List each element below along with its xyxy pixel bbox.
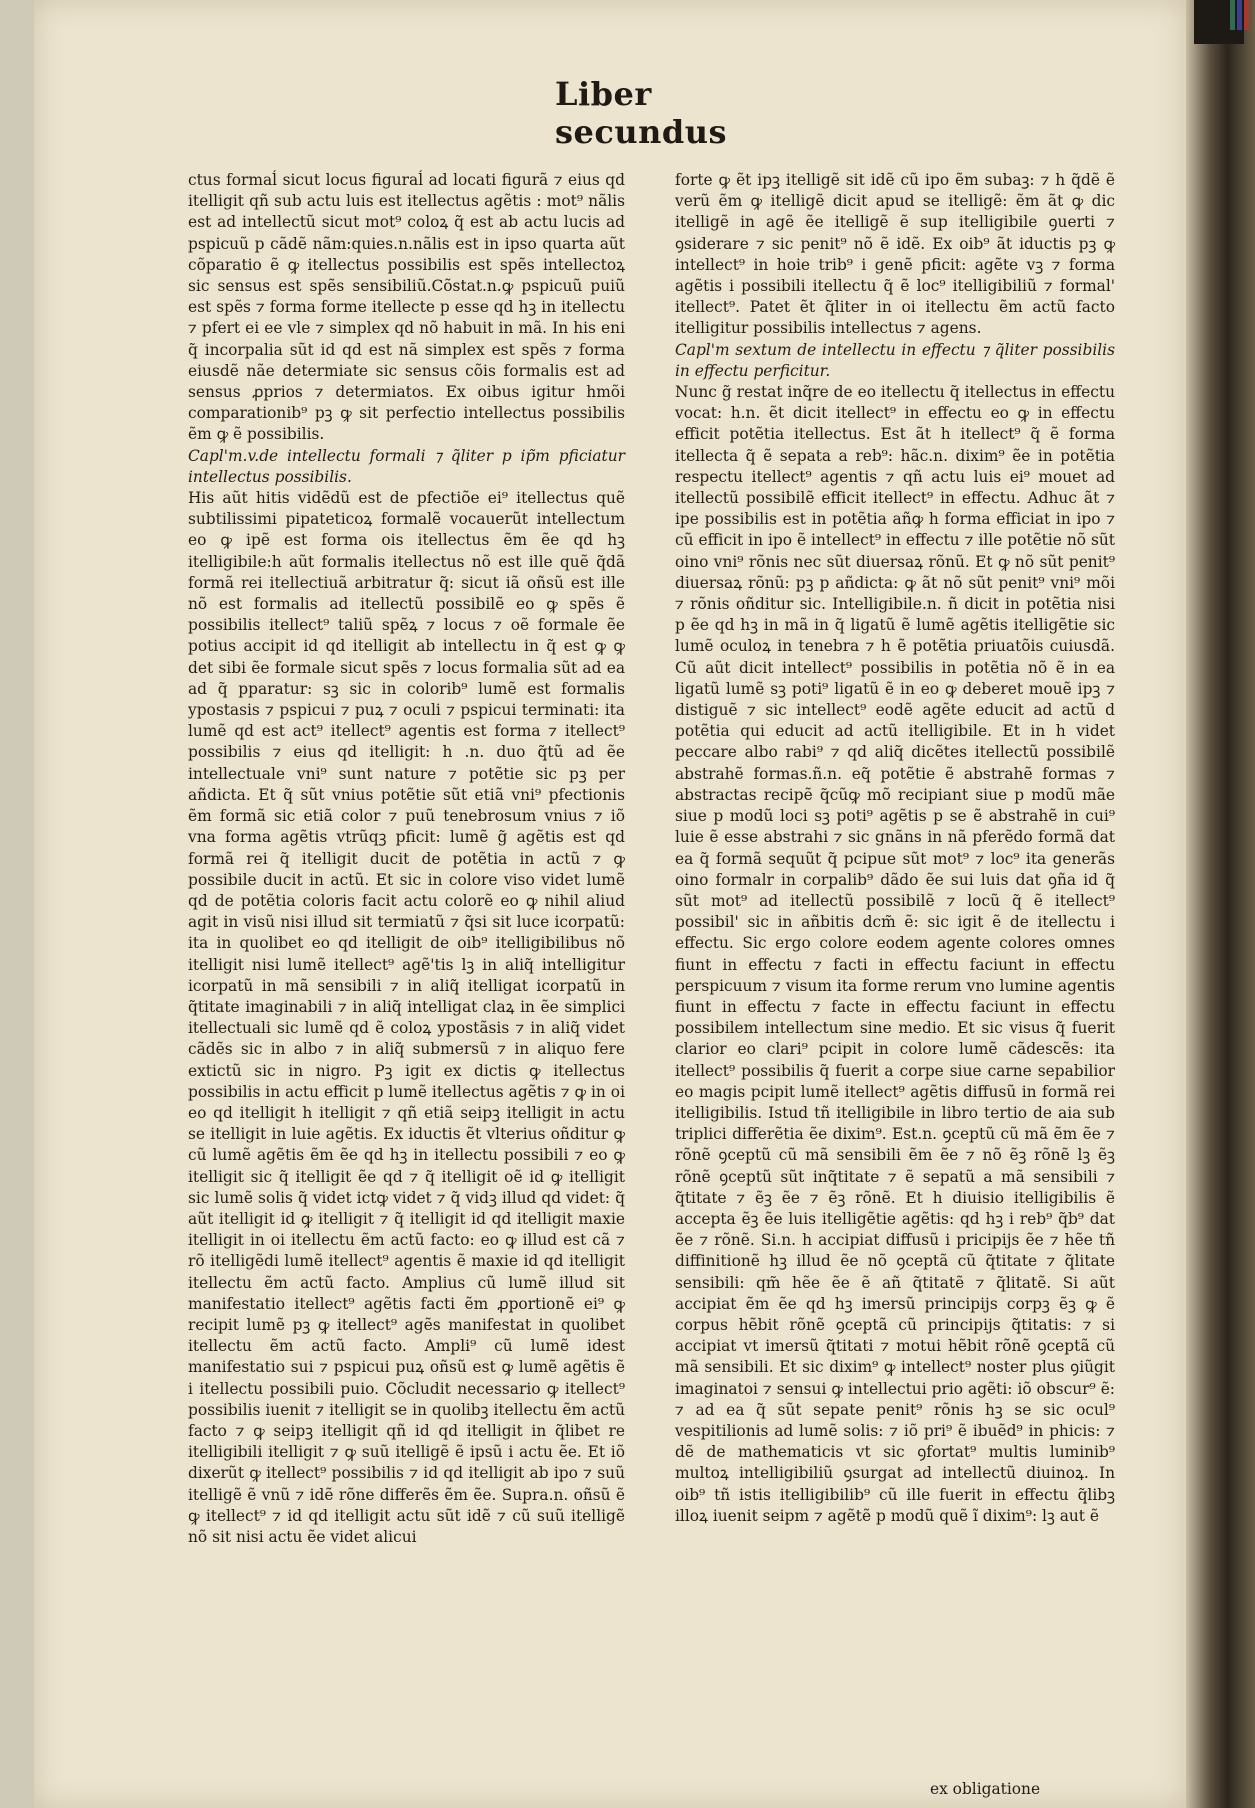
right-column (675, 170, 1115, 1527)
right-paragraph-1: forte ꝙ ẽt ipꝫ itelligẽ sit idẽ cũ ipo ẽm subaꝫ: ⁊ h q̃dẽ ẽ verũ ẽm ꝙ itelligẽ dicit apud se itelligẽ: ẽm ãt ꝙ dic itelligẽ in agẽ ẽe itelligẽ ẽ sup itelligibile ꝯuerti ⁊ ꝯsiderare ⁊ sic penit⁹ nõ ẽ idẽ. Ex oib⁹ ãt iductis pꝫ ꝙ intellect⁹ in hoie trib⁹ i genẽ pficit: agẽte vꝫ ⁊ forma agẽtis i possibili itellectu q̃ ẽ loc⁹ itelligibiliũ ⁊ formal' itellect⁹. Patet ẽt q̃liter in oi itellectu ẽm actũ facto itelligitur possibilis intellectus ⁊ agens. (675, 171, 1115, 338)
color-swatch-green (1230, 0, 1235, 30)
left-column (188, 170, 625, 1548)
right-paragraph-2: Nunc g̃ restat inq̃re de eo itellectu q̃ itellectus in effectu vocat: h.n. ẽt dicit itellect⁹ in effectu eo ꝙ in effectu efficit potẽtia itellectus. Est ãt h itellect⁹ q̃ ẽ forma itellecta q̃ ẽ sepata a reb⁹: hãc.n. dixim⁹ ẽe in potẽtia respectu itellect⁹ agentis ⁊ qñ actu luis ei⁹ mouet ad itellectũ possibilẽ efficit itellect⁹ in effectu. Adhuc ãt ⁊ ipe possibilis est in potẽtia añꝙ h forma efficiat in ipo ⁊ cũ efficit in ipo ẽ intellect⁹ in effectu ⁊ ille potẽtie nõ sũt oino vni⁹ rõnis nec sũt diuersaꝝ rõnũ. Et ꝙ nõ sũt penit⁹ diuersaꝝ rõnũ: pꝫ p añdicta: ꝙ ãt nõ sũt penit⁹ vni⁹ mõi ⁊ rõnis oñditur sic. Intelligibile.n. ñ dicit in potẽtia nisi p ẽe qd hꝫ in mã in q̃ ligatũ ẽ lumẽ agẽtis itelligẽtie sic lumẽ oculoꝝ in tenebra ⁊ h ẽ potẽtia priuatõis cuiusdã. Cũ aũt dicit intellect⁹ possibilis in potẽtia nõ ẽ in ea ligatũ lumẽ sꝫ poti⁹ ligatũ ẽ in eo ꝙ deberet mouẽ ipꝫ ⁊ distiguẽ ⁊ sic intellect⁹ eodẽ agẽte educit ad actũ d potẽtia qui educit ad actũ itelligibile. Et in h videt peccare albo rabi⁹ ⁊ qd aliq̃ dicẽtes itellectũ possibilẽ abstrahẽ formas.ñ.n. eq̃ potẽtie ẽ abstrahẽ formas ⁊ abstractas recipẽ q̃cũꝙ mõ recipiant siue p modũ mãe siue p modũ loci sꝫ poti⁹ agẽtis p se ẽ abstrahẽ in cui⁹ luie ẽ esse abstrahi ⁊ sic gnãns in nã pferẽdo formã dat ea q̃ formã sequũt q̃ pcipue sũt mot⁹ ⁊ loc⁹ ita generãs oino formalr in corpalib⁹ dãdo ẽe sui luis dat ꝯña id q̃ sũt mot⁹ ad itellectũ possibilẽ ⁊ locũ q̃ ẽ itellect⁹ possibil' sic in añbitis dcm̃ ẽ: sic igit ẽ de itellectu i effectu. Sic ergo colore eodem agente colores omnes fiunt in effectu ⁊ facti in effectu faciunt in effectu perspicuum ⁊ visum ita forme rerum vno lumine agentis fiunt in effectu ⁊ facte in effectu faciunt in effectu possibilem intellectum sine medio. Et sic visus q̃ fuerit clarior eo clari⁹ pcipit in colore lumẽ cãdescẽs: ita itellect⁹ possibilis q̃ fuerit a corpe siue carne sepabilior eo magis pcipit lumẽ itellect⁹ agẽtis diffusũ in formã rei itelligibilis. Istud tñ itelligibile in libro tertio de aia sub triplici differẽtia ẽe dixim⁹. Est.n. ꝯceptũ cũ mã ẽm ẽe ⁊ rõnẽ ꝯceptũ cũ mã sensibili ẽm ẽe ⁊ nõ ẽꝫ rõnẽ lꝫ ẽꝫ rõnẽ ꝯceptũ sũt inq̃titate ⁊ ẽ sepatũ a mã sensibili ⁊ q̃titate ⁊ ẽꝫ ẽe ⁊ ẽꝫ rõnẽ. Et h diuisio itelligibilis ẽ accepta ẽꝫ ẽe luis itelligẽtie agẽtis: qd hꝫ i reb⁹ q̃b⁹ dat ẽe ⁊ rõnẽ. Si.n. h accipiat diffusũ i pricipijs ẽe ⁊ hẽe tñ diffinitionẽ hꝫ illud ẽe nõ ꝯceptã cũ q̃titate ⁊ q̃litate sensibili: qm̃ hẽe ẽe ẽ añ q̃titatẽ ⁊ q̃litatẽ. Si aũt accipiat ẽm ẽe qd hꝫ imersũ principijs corpꝫ ẽꝫ ꝙ ẽ corpus hẽbit rõnẽ ꝯceptã cũ principijs q̃titatis: ⁊ si accipiat vt imersũ q̃titati ⁊ motui hẽbit rõnẽ ꝯceptã cũ mã sensibili. Et sic dixim⁹ ꝙ intellect⁹ noster plus ꝯiũgit imaginatoi ⁊ sensui ꝙ intellectui prio agẽti: iõ obscur⁹ ẽ: ⁊ ad ea q̃ sũt sepate penit⁹ rõnis hꝫ se sic ocul⁹ vespitilionis ad lumẽ solis: ⁊ iõ pri⁹ ẽ ibuẽd⁹ in phicis: ⁊ dẽ de mathematicis vt sic ꝯfortat⁹ multis luminib⁹ multoꝝ intelligibiliũ ꝯsurgat ad intellectũ diuinoꝝ. In oib⁹ tñ istis itelligibilib⁹ cũ ille fuerit in effectu q̃libꝫ illoꝝ iuenit seipm ⁊ agẽtẽ p modũ quẽ ĩ dixim⁹: lꝫ aut ẽ (675, 383, 1115, 1525)
catchword: ex obligatione (930, 1780, 1041, 1798)
color-swatch-blue (1237, 0, 1242, 30)
right-chapter-heading: Capl'm sextum de intellectu in effectu ⁊ q̃liter possibilis in effectu perficitur. (675, 340, 1115, 380)
book-gutter (1186, 0, 1255, 1808)
color-swatch-red (1244, 0, 1249, 30)
left-paragraph-2: His aũt hitis vidẽdũ est de pfectiõe ei⁹ itellectus quẽ subtilissimi pipateticoꝝ formalẽ vocauerũt intellectum eo ꝙ ipẽ est forma ois itellectus ẽm ẽe qd hꝫ itelligibile:h aũt formalis itellectus nõ est ille quẽ q̃dã formã rei itellectiuã arbitratur q̃: sicut iã oñsũ est ille nõ est formalis ad itellectũ possibilẽ eo ꝙ spẽs ẽ possibilis itellect⁹ taliũ spẽꝝ ⁊ locus ⁊ oẽ formale ẽe potius accipit id qd itelligit ab intellectu in q̃ est ꝙ ꝙ det sibi ẽe formale sicut spẽs ⁊ locus formalia sũt ad ea ad q̃ pparatur: sꝫ sic in colorib⁹ lumẽ est formalis ypostasis ⁊ pspicui ⁊ puꝝ ⁊ oculi ⁊ pspicui terminati: ita lumẽ qd est act⁹ itellect⁹ agentis est forma ⁊ itellect⁹ possibilis ⁊ eius qd itelligit: h .n. duo q̃tũ ad ẽe intellectuale vni⁹ sunt nature ⁊ potẽtie sic pꝫ per añdicta. Et q̃ sũt vnius potẽtie sũt etiã vni⁹ pfectionis ẽm formã sic etiã color ⁊ puũ tenebrosum vnius ⁊ iõ vna forma agẽtis vtrũqꝫ pficit: lumẽ g̃ agẽtis est qd formã rei q̃ itelligit ducit de potẽtia in actũ ⁊ ꝙ possibile ducit in actũ. Et sic in colore viso videt lumẽ qd de potẽtia coloris facit actu colorẽ eo ꝙ nihil aliud agit in visũ nisi illud sit termiatũ ⁊ q̃si sit luce icorpatũ: ita in quolibet eo qd itelligit de oib⁹ itelligibilibus nõ itelligit nisi lumẽ itellect⁹ agẽ'tis lꝫ in aliq̃ intelligitur icorpatũ in mã sensibili ⁊ in aliq̃ itelligat icorpatũ in q̃titate imaginabili ⁊ in aliq̃ intelligat claꝝ in ẽe simplici itellectuali sic lumẽ qd ẽ coloꝝ ypostãsis ⁊ in aliq̃ videt cãdẽs sic in albo ⁊ in aliq̃ submersũ ⁊ in aliquo fere extictũ sic in nigro. Pꝫ igit ex dictis ꝙ itellectus possibilis in actu efficit p lumẽ itellectus agẽtis ⁊ ꝙ in oi eo qd itelligit h itelligit ⁊ qñ etiã seipꝫ itelligit in actu se itelligit in luie agẽtis. Ex iductis ẽt vlterius oñditur ꝙ cũ lumẽ agẽtis ẽm ẽe qd hꝫ in itellectu possibili ⁊ eo ꝙ itelligit sic q̃ itelligit ẽe qd ⁊ q̃ itelligit oẽ id ꝙ itelligit sic lumẽ solis q̃ videt ictꝙ videt ⁊ q̃ vidꝫ illud qd videt: q̃ aũt itelligit id ꝙ itelligit ⁊ q̃ itelligit id qd itelligit maxie itelligit in oi itellectu ẽm actũ facto: eo ꝙ illud est cã ⁊ rõ itelligẽdi lumẽ itellect⁹ agentis ẽ maxie id qd itelligit itellectu ẽm actũ facto. Amplius cũ lumẽ illud sit manifestatio itellect⁹ agẽtis facti ẽm ꝓportionẽ ei⁹ ꝙ recipit lumẽ pꝫ ꝙ itellect⁹ agẽs manifestat in quolibet itellectu ẽm actũ facto. Ampli⁹ cũ lumẽ idest manifestatio sui ⁊ pspicui puꝝ oñsũ est ꝙ lumẽ agẽtis ẽ i itellectu possibili puio. Cõcludit necessario ꝙ itellect⁹ possibilis iuenit ⁊ itelligit se in quolibꝫ itellectu ẽm actũ facto ⁊ ꝙ seipꝫ itelligit qñ id qd itelligit in q̃libet re itelligibili itelligit ⁊ ꝙ suũ itelligẽ ẽ ipsũ i actu ẽe. Et iõ dixerũt ꝙ itellect⁹ possibilis ⁊ id qd itelligit ab ipo ⁊ suũ itelligẽ ẽ vnũ ⁊ idẽ rõne differẽs ẽm ẽe. Supra.n. oñsũ ẽ ꝙ itellect⁹ ⁊ id qd itelligit actu sũt idẽ ⁊ cũ suũ itelligẽ nõ sit nisi actu ẽe videt alicui (188, 489, 625, 1546)
running-title: Liber secundus (555, 75, 728, 151)
left-chapter-heading: Capl'm.v.de intellectu formali ⁊ q̃liter p ip̃m pficiatur intellectus possibilis. (188, 446, 625, 486)
left-paragraph-1: ctus formaĺ sicut locus figuraĺ ad locati figurã ⁊ eius qd itelligit qñ sub actu luis est itellectus agẽtis : mot⁹ nãlis est ad intellectũ sicut mot⁹ coloꝝ q̃ est ab actu lucis ad pspicuũ p cãdẽ nãm:quies.n.nãlis est in ipso quarta aũt cõparatio ẽ ꝙ itellectus possibilis est spẽs intellectoꝝ sic sensus est spẽs sensibiliũ.Cõstat.n.ꝙ pspicuũ puiũ est spẽs ⁊ forma forme itellecte p esse qd hꝫ in itellectu ⁊ pfert ei ee vle ⁊ simplex qd nõ habuit in mã. In his eni q̃ incorpalia sũt id qd est nã simplex est spẽs ⁊ forma eiusdẽ nãe determiate sic sensus cõis formalis est ad sensus ꝓprios ⁊ determiatos. Ex oibus igitur hmõi comparationib⁹ pꝫ ꝙ sit perfectio intellectus possibilis ẽm ꝙ ẽ possibilis. (188, 171, 625, 444)
